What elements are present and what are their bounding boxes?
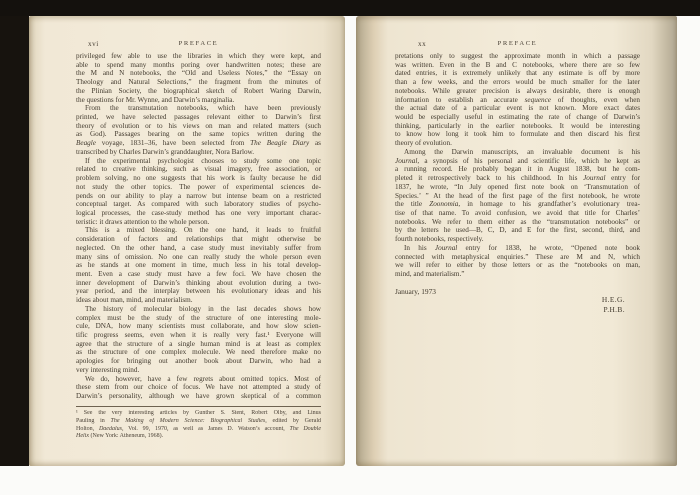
text-line: This is a mixed blessing. On the one hand, it leads to fruitful [85,226,321,235]
text-line: teristic: it draws attention to the whole person. [76,217,210,226]
scan-black-edge [0,16,29,466]
text-line: transcribed by Charles Darwin’s granddaughter, Nora Barlow. [76,147,255,156]
text-line: logical processes, the case-study method has one very important charac- [76,208,321,217]
text-line: these stem from our choice of focus. We have not attempted a study of [76,383,321,392]
author-initials [395,295,625,315]
text-line: a running record. He probably began it in August 1838, but he com- [395,165,640,174]
text-line: information to establish an accurate sequence of thoughts, even when [395,95,640,104]
text-line: apologies for bringing out another book about Darwin, who had a [76,357,321,366]
text-line: conceptual target. As compared with such laboratory studies of psycho- [76,200,321,209]
text-line: If the experimental psychologist chooses to study some one topic [85,156,321,165]
text-line: Among the Darwin manuscripts, an invaluable document is his [404,147,640,156]
page-number-left: xvi [88,40,99,48]
text-line: In his Journal entry for 1838, he wrote, “Opened note book [404,243,640,252]
text-line: the questions for Mr. Wynne, and Darwin’s marginalia. [76,95,235,104]
text-line: Darwin’s personality, although we have grown skeptical of a common [76,392,321,401]
text-line: the M and N notebooks, the “Old and Useless Notes,” the “Essay on [76,69,321,78]
running-head-title-left: PREFACE [178,40,219,47]
text-line: Pauling in The Making of Modern Science: Biographical Studies, edited by Gerald [76,417,321,424]
text-line: dated entries, it is extremely unlikely that any estimate is off by more [395,69,640,78]
text-line: related to creative thinking, such as visual imagery, free association, or [76,165,321,174]
text-line: From the transmutation notebooks, which have been previously [85,104,321,113]
date-line: January, 1973 [395,287,436,296]
running-head-title-right: PREFACE [497,40,538,47]
text-line: as God). Passages bearing on the same topics written during the [76,130,321,139]
text-line: Journal, a synopsis of his personal and scientific life, which he kept as [395,156,640,165]
footnote [76,410,321,441]
text-line: Species.’ ” At the head of the first page of the first notebook, he wrote [395,191,640,200]
text-line: fourth notebooks, respectively. [395,235,484,244]
text-line: ideas about man, mind, and materialism. [76,296,193,305]
text-line: pretations only to suggest the approximate month in which a passage [395,52,640,60]
book-page-left [29,16,345,466]
text-line: printed, we have selected passages relevant either to Darwin’s first [76,113,321,122]
text-line: privileged few able to use the libraries in which they were kept, and [76,52,321,60]
text-line: ¹ See the very interesting articles by Gunther S. Stent, Robert Olby, and Linus [76,410,321,416]
text-line: not study the other topics. The power of experimental sciences de- [76,182,321,191]
text-line: the title Zoonomia, in homage to his grandfather’s evolutionary trea- [395,200,640,209]
page-number-right: xx [418,40,427,48]
text-line: neglected. On the other hand, a case study must inevitably suffer from [76,243,321,252]
viewer-top-frame [0,0,700,16]
text-line: we will refer to either by those letters or as the “notebooks on man, [395,261,640,270]
page-body-right [395,52,640,279]
text-line: inner development of Darwin’s thinking about evolution during a two- [76,278,321,287]
text-line: pends on our ability to play a narrow but intense beam on a restricted [76,191,321,200]
text-line: We do, however, have a few regrets about omitted topics. Most of [85,374,321,383]
running-head-left [76,40,321,50]
text-line: Helix (New York: Atheneum, 1968). [76,433,164,440]
text-line: consideration of factors and relationships that might otherwise be [76,235,321,244]
text-line: connected with metaphysical enquiries.” These are M and N, which [395,252,640,261]
author-initial-2: P.H.B. [603,305,625,314]
running-head-right [395,40,640,50]
text-line: to know how long it took him to formulate and then discard his first [395,130,640,139]
page-body-left [76,52,321,401]
text-line: cule, DNA, how many scientists must collaborate, and how slow scien- [76,322,321,331]
text-line: very interesting mind. [76,365,140,374]
text-line: ment. Even a case study must have a few foci. We have chosen the [76,269,321,278]
text-line: tise of that name. To avoid confusion, we avoid that title for Charles’ [395,208,640,217]
text-line: theory of evolution. [395,139,452,148]
text-line: year period, and the interplay between his evolutionary ideas and his [76,287,321,296]
text-line: tific progress seems, even when it is really very fast.¹ Everyone will [76,331,321,339]
text-line: complex must be the study of the structure of one interesting mole- [76,313,321,322]
text-line: Theology and Natural Selections,” the fragment from the minutes of [76,78,321,87]
text-line: Holton, Daedalus, Vol. 99, 1970, as well as James D. Watson’s account, The Double [76,425,321,432]
text-line: as the structure of one complex molecule. We need therefore make no [76,348,321,357]
text-line: the actual date of a particular event is not known. More exact dates [395,104,640,113]
text-line: mind, and materialism.” [395,269,465,278]
text-line: notebooks. While greater precision is always desirable, there is enough [395,86,640,95]
text-line: able to spend many months poring over handwritten notes; these are [76,60,321,69]
text-line: would be especially useful in estimating the rate of change of Darwin’s [395,113,640,122]
text-line: problem solving, no one suggests that his work is faulty because he did [76,174,321,183]
footnote-rule [76,406,321,407]
book-page-right [356,16,677,466]
text-line: thinking, particularly in the earlier notebooks. It would be interesting [395,121,640,130]
text-line: than a few weeks, and the errors would be much smaller for the later [395,78,640,87]
text-line: The history of molecular biology in the last decades shows how [85,304,321,313]
text-line: was written. Even in the B and C notebooks, where there are so few [395,60,640,69]
text-line: pleted it retrospectively back to his childhood. In his Journal entry for [395,174,640,183]
text-line: as he stands at one moment in time, much less in his total develop- [76,261,321,270]
text-line: Beagle voyage, 1831–36, have been selected from The Beagle Diary as [76,139,321,148]
text-line: by the letters he used—B, C, D, and E for the first, second, third, and [395,226,640,235]
author-initial-1: H.E.G. [601,295,625,304]
text-line: notebooks. We refer to them either as the “transmutation notebooks” or [395,217,640,226]
text-line: the Plinian Society, the biographical sketch of Robert Waring Darwin, [76,86,321,95]
text-line: agree that the structure of a single human mind is at least as complex [76,339,321,348]
text-line: 1837, he wrote, “In July opened first note book on ‘Transmutation of [395,182,640,191]
text-line: theory of evolution or to his views on man and related matters (such [76,121,321,130]
text-line: many sins of omission. No one can really study the whole person even [76,252,321,261]
